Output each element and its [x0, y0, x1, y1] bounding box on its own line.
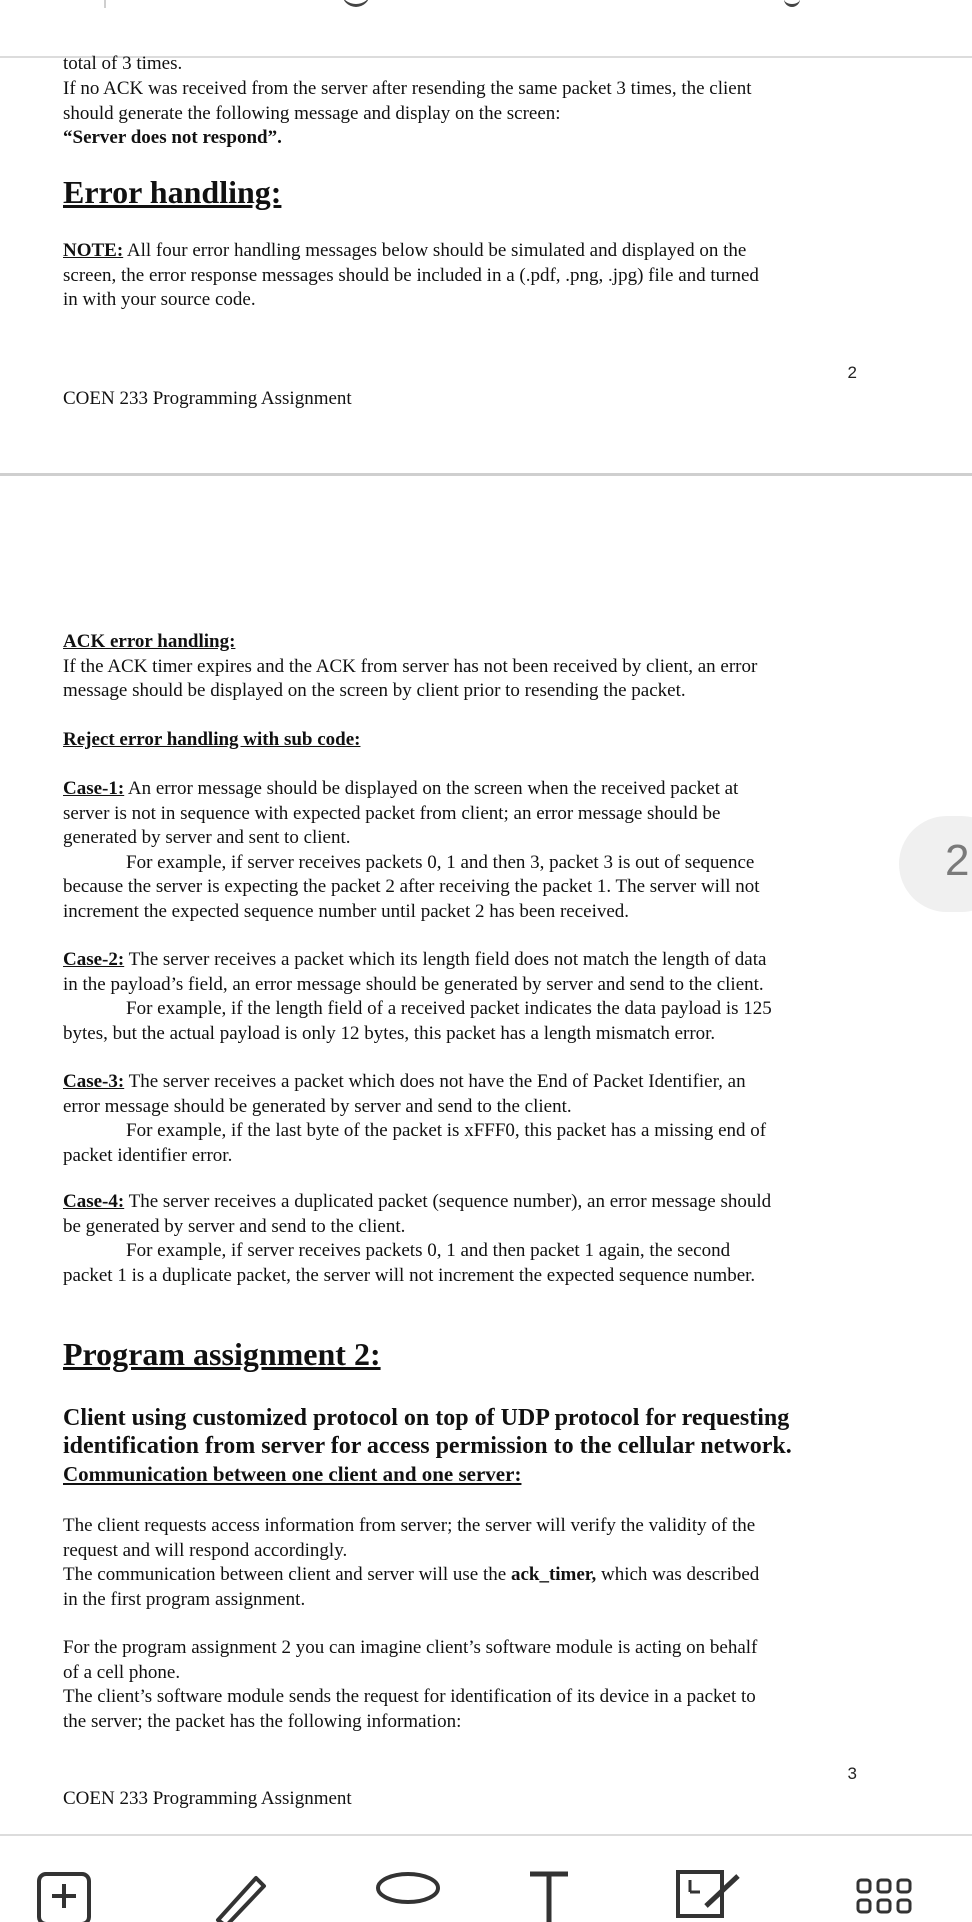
- text-span: The server receives a packet which its length field does not match the length of data: [124, 949, 767, 970]
- bottom-toolbar: [0, 1834, 972, 1922]
- case-2-label: Case-2:: [63, 949, 125, 970]
- page-footer: COEN 233 Programming Assignment: [63, 1788, 352, 1809]
- text-span: An error message should be displayed on the screen when the received packet at: [124, 778, 739, 799]
- toolbar-divider: [104, 0, 106, 8]
- text-line: in with your source code.: [63, 289, 256, 310]
- case-3-label: Case-3:: [63, 1071, 125, 1092]
- text-span: For example, if the length field of a received packet indicates the data payload is 125: [126, 998, 772, 1019]
- text-line: be generated by server and send to the client.: [63, 1215, 406, 1237]
- sign-icon[interactable]: [676, 1868, 736, 1922]
- ack-error-section: [63, 630, 863, 704]
- page-footer: COEN 233 Programming Assignment: [63, 388, 352, 409]
- text-line: Client using customized protocol on top of UDP protocol for requesting: [63, 1405, 790, 1431]
- more-grid-icon[interactable]: [856, 1868, 916, 1922]
- text-icon[interactable]: [528, 1868, 588, 1922]
- text-line: packet identifier error.: [63, 1144, 233, 1166]
- add-page-icon[interactable]: [36, 1868, 96, 1922]
- text-span: For example, if the last byte of the packet is xFFF0, this packet has a missing end of: [126, 1120, 767, 1141]
- paragraph-no-ack: [63, 77, 863, 151]
- text-span: All four error handling messages below should be simulated and displayed on the: [123, 240, 747, 261]
- text-span: For example, if server receives packets 0, 1 and then 3, packet 3 is out of sequence: [126, 851, 755, 873]
- error-handling-heading: Error handling:: [63, 174, 282, 210]
- text-line: message should be displayed on the screen by client prior to resending the packet.: [63, 680, 686, 701]
- text-line: identification from server for access permission to the cellular network.: [63, 1433, 792, 1459]
- page-number: 3: [847, 1764, 857, 1783]
- text-span: For example, if server receives packets 0, 1 and then packet 1 again, the second: [126, 1240, 731, 1261]
- case-2-paragraph: [63, 948, 863, 1046]
- page-divider: [0, 473, 972, 476]
- note-label: NOTE:: [63, 240, 124, 261]
- ack-error-label: ACK error handling:: [63, 631, 236, 652]
- text-span: The server receives a duplicated packet (sequence number), an error message should: [124, 1191, 772, 1212]
- page-indicator-number: 2: [945, 836, 970, 885]
- text-span: which was described: [596, 1564, 760, 1585]
- top-bar: [0, 0, 972, 58]
- paragraph-cell-phone: [63, 1636, 863, 1734]
- case-4-label: Case-4:: [63, 1191, 125, 1212]
- text-line: If the ACK timer expires and the ACK from server has not been received by client, an error: [63, 655, 758, 677]
- paragraph-request: [63, 1514, 863, 1612]
- reject-label-text: Reject error handling with sub code:: [63, 729, 361, 750]
- share-icon[interactable]: [784, 0, 800, 7]
- text-line: in the first program assignment.: [63, 1588, 306, 1610]
- pen-icon[interactable]: [210, 1868, 270, 1922]
- text-line: should generate the following message and display on the screen:: [63, 102, 561, 124]
- text-line: bytes, but the actual payload is only 12 bytes, this packet has a length mismatch error.: [63, 1022, 716, 1044]
- lasso-icon[interactable]: [372, 1868, 432, 1922]
- text-line: the server; the packet has the following information:: [63, 1710, 462, 1732]
- server-message: “Server does not respond”.: [63, 127, 282, 148]
- text-span: The communication between client and server will use the: [63, 1564, 511, 1585]
- case-4-paragraph: [63, 1190, 863, 1288]
- text-line: server is not in sequence with expected packet from client; an error message should be: [63, 802, 721, 824]
- text-line: screen, the error response messages should be included in a (.pdf, .png, .jpg) file and turned: [63, 264, 759, 286]
- program-assignment-2-heading: Program assignment 2:: [63, 1336, 381, 1372]
- ack-timer-term: ack_timer,: [510, 1564, 597, 1585]
- text-line: If no ACK was received from the server after resending the same packet 3 times, the client: [63, 78, 752, 99]
- text-line: generated by server and sent to client.: [63, 827, 351, 848]
- reject-error-label: [63, 728, 863, 753]
- text-span: The server receives a packet which does not have the End of Packet Identifier, an: [124, 1071, 746, 1092]
- text-line: packet 1 is a duplicate packet, the server will not increment the expected sequence number.: [63, 1264, 756, 1286]
- text-line: total of 3 times.: [63, 53, 183, 74]
- text-line: The client requests access information from server; the server will verify the validity of the: [63, 1515, 756, 1536]
- text-line: Communication between one client and one server:: [63, 1462, 522, 1486]
- text-line: error message should be generated by server and send to the client.: [63, 1095, 572, 1117]
- text-line: in the payload’s field, an error message should be generated by server and send to the client.: [63, 973, 764, 995]
- text-line: The client’s software module sends the request for identification of its device in a packet to: [63, 1686, 756, 1707]
- case-1-paragraph: [63, 777, 863, 924]
- case-1-label: Case-1:: [63, 778, 125, 799]
- case-3-paragraph: [63, 1070, 863, 1168]
- text-line: increment the expected sequence number until packet 2 has been received.: [63, 900, 630, 922]
- page-number: 2: [847, 363, 857, 382]
- assignment-subheading: [63, 1404, 863, 1488]
- undo-icon[interactable]: [342, 0, 370, 7]
- text-line: of a cell phone.: [63, 1661, 181, 1683]
- text-line: request and will respond accordingly.: [63, 1539, 348, 1561]
- page-indicator[interactable]: [899, 816, 972, 912]
- text-line: because the server is expecting the packet 2 after receiving the packet 1. The server will not: [63, 876, 760, 897]
- text-line: For the program assignment 2 you can imagine client’s software module is acting on behalf: [63, 1637, 758, 1658]
- note-paragraph: [63, 239, 863, 313]
